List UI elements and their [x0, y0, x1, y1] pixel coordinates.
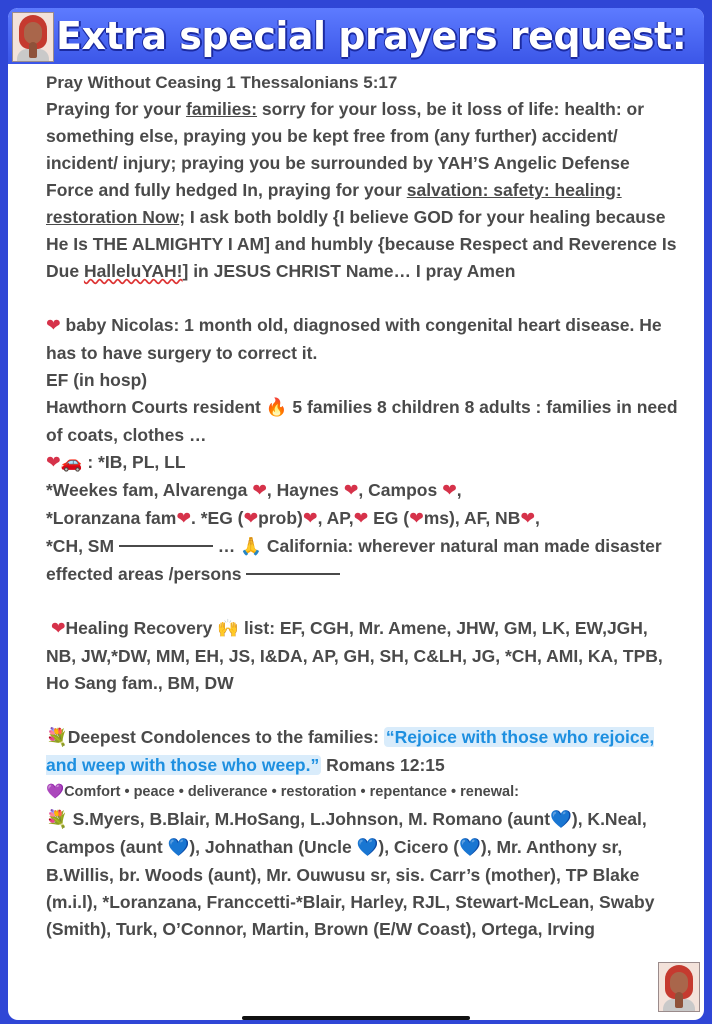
request-ef: EF (in hosp): [46, 370, 148, 390]
blue-heart-icon: 💙: [550, 810, 572, 830]
bouquet-icon: 💐: [46, 728, 68, 748]
heart-icon: ❤: [46, 453, 61, 473]
heart-icon: ❤: [302, 509, 318, 529]
request-nicolas: ❤ baby Nicolas: 1 month old, diagnosed with congenital heart disease. He has to have surgery to correct it.: [46, 315, 662, 363]
heart-icon: ❤: [46, 316, 61, 336]
blue-heart-icon: 💙: [459, 838, 481, 858]
heart-icon: ❤: [442, 481, 457, 501]
page-title: Extra special prayers request:: [56, 14, 687, 58]
scripture-quote: “Rejoice with those who rejoice, and weep with those who weep.”: [46, 727, 655, 775]
blank-line: [246, 573, 340, 575]
praying-hands-icon: 🙏: [240, 537, 262, 557]
heart-icon: ❤: [243, 509, 259, 529]
home-indicator[interactable]: [242, 1016, 470, 1020]
request-car: ❤🚗 : *IB, PL, LL: [46, 452, 186, 473]
heart-icon: ❤: [343, 481, 359, 501]
scripture-line: Pray Without Ceasing 1 Thessalonians 5:17: [46, 73, 398, 92]
blue-heart-icon: 💙: [167, 838, 190, 858]
healing-list: ❤Healing Recovery 🙌 list: EF, CGH, Mr. Amene, JHW, GM, LK, EW,JGH, NB, JW,*DW, MM, EH, JS, I&DA, AP, GH, SH, C&LH, JG, *CH, AMI, KA, TPB, Ho Sang fam., BM, DW: [46, 618, 663, 693]
blank-line: [119, 545, 213, 547]
fire-icon: 🔥: [265, 398, 288, 418]
heart-icon: ❤: [176, 509, 191, 529]
heart-icon: ❤: [353, 509, 369, 529]
blue-heart-icon: 💙: [356, 838, 379, 858]
condolences-heading: 💐Deepest Condolences to the families: “Rejoice with those who rejoice, and weep with those who weep.” Romans 12:15: [46, 727, 655, 775]
praying-woman-icon: [12, 12, 54, 62]
request-hawthorn: Hawthorn Courts resident 🔥 5 families 8 children 8 adults : families in need of coats, clothes …: [46, 397, 678, 445]
title-banner: [8, 8, 704, 64]
condolence-names: 💐 S.Myers, B.Blair, M.HoSang, L.Johnson, M. Romano (aunt💙), K.Neal, Campos (aunt 💙), Johnathan (Uncle 💙), Cicero (💙), Mr. Anthony sr, B.Willis, br. Woods (aunt), Mr. Ouwusu sr, sis. Carr’s (mother), TP Blake (m.i.l), *Loranzana, Franccetti-*Blair, Harley, RJL, Stewart-McLean, Swaby (Smith), Turk, O’Connor, Martin, Brown (E/W Coast), Ortega, Irving: [46, 809, 655, 939]
comfort-line: 💜Comfort • peace • deliverance • restoration • repentance • renewal:: [46, 784, 519, 800]
request-families: *Weekes fam, Alvarenga ❤, Haynes ❤, Campos ❤, *Loranzana fam❤. *EG (❤prob)❤, AP,❤ EG (❤ms), AF, NB❤, *CH, SM … 🙏 California: wherever natural man made disaster effected areas /persons: [46, 480, 662, 584]
heart-icon: ❤: [409, 509, 424, 529]
raised-hands-icon: 🙌: [217, 619, 240, 639]
purple-heart-icon: 💜: [46, 784, 65, 800]
intro-paragraph: Praying for your families: sorry for your loss, be it loss of life: health: or something else, praying you be kept free from (any further) accident/ incident/ injury; praying you be surrounded by YAH’S Angelic Defense Force and fully hedged In, praying for your salvation: safety: healing: restoration Now; I ask both boldly {I believe GOD for your healing because He Is THE ALMIGHTY I AM] and humbly {because Respect and Reverence Is Due HalleluYAH!] in JESUS CHRIST Name… I pray Amen: [46, 99, 677, 281]
bouquet-icon: 💐: [46, 810, 68, 830]
heart-icon: ❤: [50, 619, 66, 639]
heart-icon: ❤: [520, 509, 536, 529]
praying-woman-icon: [658, 962, 700, 1012]
post-card: [8, 8, 704, 1020]
prayer-content: [46, 70, 682, 943]
heart-icon: ❤: [252, 481, 267, 501]
car-icon: 🚗: [60, 453, 83, 473]
